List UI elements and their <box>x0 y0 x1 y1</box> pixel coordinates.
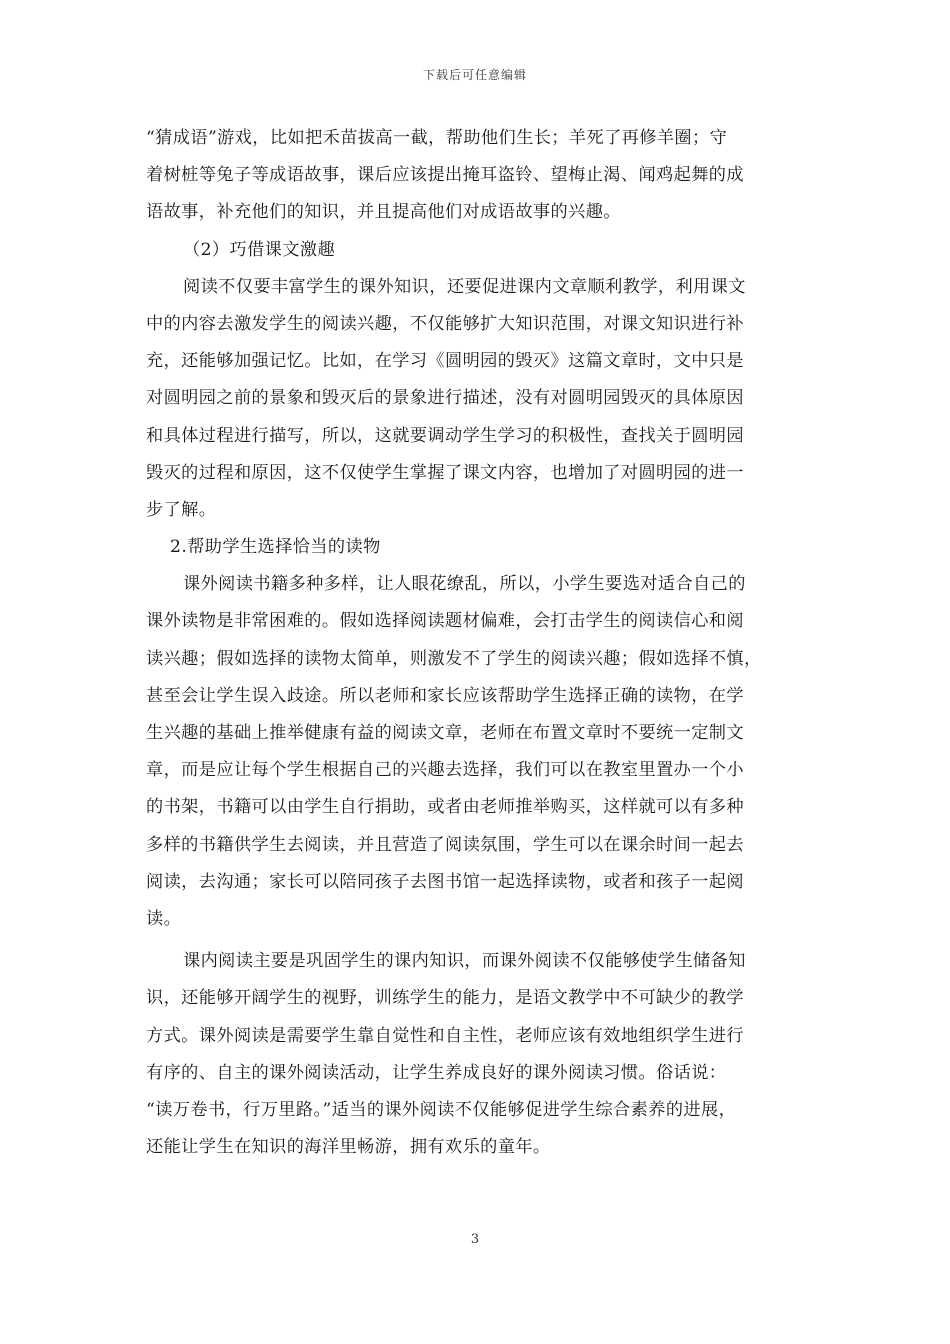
text-line: 生兴趣的基础上推举健康有益的阅读文章，老师在布置文章时不要统一定制文 <box>146 723 744 743</box>
section-heading: 2.帮助学生选择恰当的读物 <box>170 537 381 558</box>
page-number: 3 <box>470 1232 480 1247</box>
page-header: 下载后可任意编辑 <box>422 68 527 82</box>
text-line: 多样的书籍供学生去阅读，并且营造了阅读氛围，学生可以在课余时间一起去 <box>146 834 744 855</box>
text-line: 方式。课外阅读是需要学生靠自觉性和自主性，老师应该有效地组织学生进行 <box>146 1025 744 1046</box>
text-line: 阅读不仅要丰富学生的课外知识，还要促进课内文章顺利教学，利用课文 <box>183 276 746 297</box>
text-line: 中的内容去激发学生的阅读兴趣，不仅能够扩大知识范围，对课文知识进行补 <box>146 313 744 334</box>
text-line: 课外读物是非常困难的。假如选择阅读题材偏难，会打击学生的阅读信心和阅 <box>146 611 744 632</box>
text-line: 充，还能够加强记忆。比如，在学习《圆明园的毁灭》这篇文章时，文中只是 <box>146 351 744 372</box>
text-line: 课内阅读主要是巩固学生的课内知识，而课外阅读不仅能够使学生储备知 <box>183 951 746 972</box>
text-line: “读万卷书，行万里路。”适当的课外阅读不仅能够促进学生综合素养的进展， <box>146 1099 737 1120</box>
text-line: 还能让学生在知识的海洋里畅游，拥有欢乐的童年。 <box>146 1137 551 1158</box>
text-line: 有序的、自主的课外阅读活动，让学生养成良好的课外阅读习惯。俗话说： <box>146 1062 727 1083</box>
text-line: 毁灭的过程和原因，这不仅使学生掌握了课文内容，也增加了对圆明园的进一 <box>146 462 744 483</box>
text-line: 读。 <box>146 908 182 929</box>
text-line: 阅读，去沟通；家长可以陪同孩子去图书馆一起选择读物，或者和孩子一起阅 <box>146 871 744 892</box>
text-line: 章，而是应让每个学生根据自己的兴趣去选择，我们可以在教室里置办一个小 <box>146 760 744 781</box>
text-line: 和具体过程进行描写，所以，这就要调动学生学习的积极性，查找关于圆明园 <box>146 425 744 446</box>
text-line: 语故事，补充他们的知识，并且提高他们对成语故事的兴趣。 <box>146 202 621 223</box>
text-line: 课外阅读书籍多种多样，让人眼花缭乱，所以，小学生要选对适合自己的 <box>183 574 746 595</box>
text-line: 识，还能够开阔学生的视野，训练学生的能力，是语文教学中不可缺少的教学 <box>146 988 744 1009</box>
text-line: 读兴趣；假如选择的读物太简单，则激发不了学生的阅读兴趣；假如选择不慎， <box>146 648 762 669</box>
text-line: “猜成语”游戏，比如把禾苗拔高一截，帮助他们生长；羊死了再修羊圈；守 <box>146 128 728 148</box>
text-line: 的书架，书籍可以由学生自行捐助，或者由老师推举购买，这样就可以有多种 <box>146 797 744 818</box>
text-line: 对圆明园之前的景象和毁灭后的景象进行描述，没有对圆明园毁灭的具体原因 <box>146 388 744 409</box>
section-subheading: （2）巧借课文激趣 <box>183 239 336 260</box>
text-line: 甚至会让学生误入歧途。所以老师和家长应该帮助学生选择正确的读物，在学 <box>146 685 744 706</box>
document-body <box>146 120 810 1166</box>
text-line: 着树桩等兔子等成语故事，课后应该提出掩耳盗铃、望梅止渴、闻鸡起舞的成 <box>146 165 744 186</box>
text-line: 步了解。 <box>146 499 217 520</box>
